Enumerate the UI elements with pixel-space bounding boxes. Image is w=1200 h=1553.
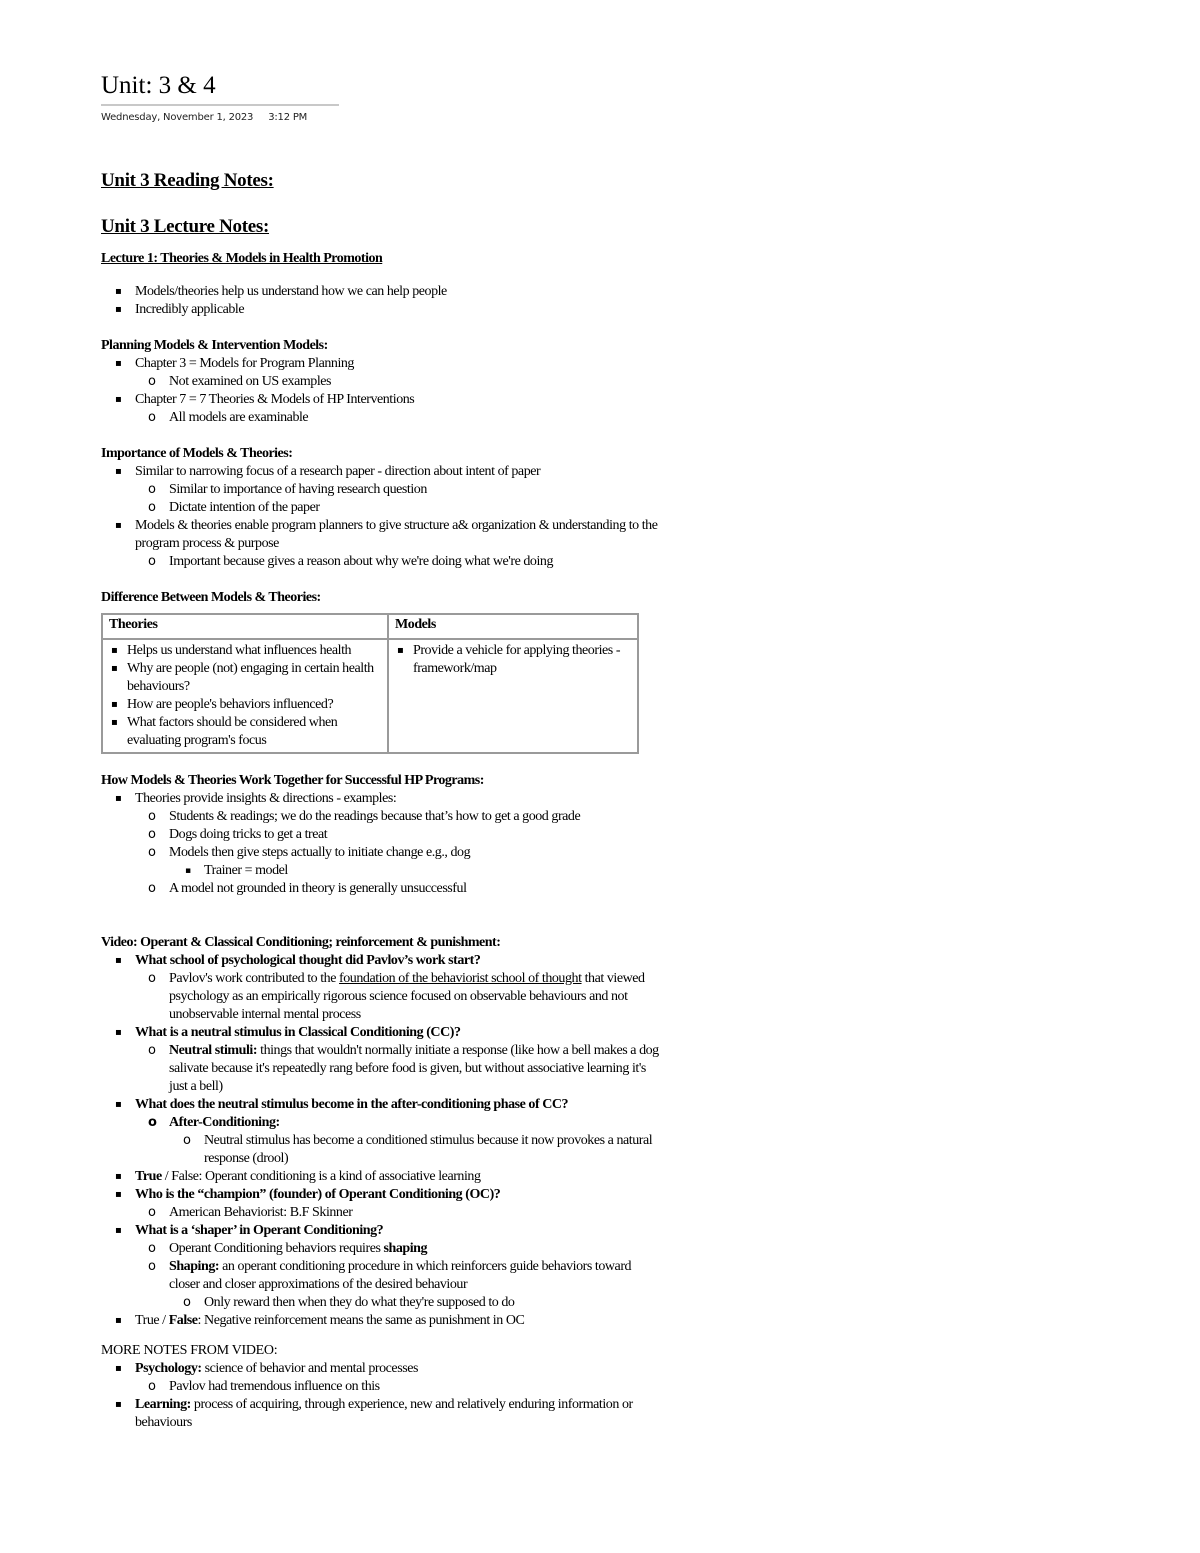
video-answer-q3 — [101, 1114, 661, 1132]
more-notes-heading: MORE NOTES FROM VIDEO: — [101, 1343, 278, 1358]
reading-notes-heading: Unit 3 Reading Notes: — [101, 170, 274, 191]
question-item: ▪ What does the neutral stimulus become in the after-conditioning phase of CC? — [101, 1096, 661, 1114]
planning-heading: Planning Models & Intervention Models: — [101, 338, 328, 353]
video-list-q7 — [101, 1312, 661, 1330]
video-list-q1 — [101, 952, 661, 970]
list-item: ▪ Models/theories help us understand how we can help people — [101, 283, 661, 301]
list-item: ▪ How are people's behaviors influenced? — [109, 696, 381, 714]
table-header-theories: Theories — [102, 614, 388, 639]
answer-text: science of behavior and mental processes — [201, 1361, 418, 1376]
list-item: ▪ Why are people (not) engaging in certain health behaviours? — [109, 660, 381, 696]
list-item: o Pavlov had tremendous influence on this — [101, 1378, 661, 1396]
answer-item: o After-Conditioning: — [101, 1114, 661, 1132]
answer-item: o American Behaviorist: B.F Skinner — [101, 1204, 661, 1222]
list-item: ▪ Incredibly applicable — [101, 301, 661, 319]
answer-item — [101, 970, 661, 1024]
importance-list-2 — [101, 517, 661, 553]
importance-sublist-2 — [101, 553, 661, 571]
answer-text: that viewed psychology as an empirically rigorous science focused on observable behaviours and not unobservable internal mental process — [169, 971, 645, 1022]
answer-term: Psychology: — [135, 1361, 202, 1376]
video-list-q6 — [101, 1222, 661, 1240]
planning-list — [101, 355, 661, 373]
list-item: o Similar to importance of having research question — [101, 481, 661, 499]
title-underline — [101, 104, 339, 106]
table-header-models: Models — [388, 614, 638, 639]
page-date: Wednesday, November 1, 2023 — [101, 112, 254, 123]
models-cell — [388, 639, 638, 753]
answer-item: o Neutral stimulus has become a conditioned stimulus because it now provokes a natural response (drool) — [101, 1132, 661, 1168]
models-theories-table — [101, 613, 639, 754]
importance-heading: Importance of Models & Theories: — [101, 446, 293, 461]
together-sublist-2 — [101, 880, 661, 898]
list-item: o Important because gives a reason about why we're doing what we're doing — [101, 553, 661, 571]
answer-item: o Only reward then when they do what they're supposed to do — [101, 1294, 661, 1312]
lecture-notes-heading: Unit 3 Lecture Notes: — [101, 216, 270, 237]
answer-text: things that wouldn't normally initiate a response (like how a bell makes a dog salivate because it's repeatedly rang before food is given, but without associative learning it's just a bell) — [169, 1043, 659, 1094]
answer-term: True — [135, 1169, 162, 1184]
list-item: o All models are examinable — [101, 409, 661, 427]
together-heading: How Models & Theories Work Together for Successful HP Programs: — [101, 773, 484, 788]
more-sublist — [101, 1378, 661, 1396]
video-answer-q3-sub — [101, 1132, 661, 1168]
answer-text: True / — [135, 1313, 169, 1328]
question-item: ▪ Who is the “champion” (founder) of Operant Conditioning (OC)? — [101, 1186, 661, 1204]
answer-term: shaping — [383, 1241, 428, 1256]
lecture1-heading: Lecture 1: Theories & Models in Health Promotion — [101, 251, 383, 266]
answer-term: Shaping: — [169, 1259, 220, 1274]
planning-sublist-2 — [101, 409, 661, 427]
list-item: ▪ Trainer = model — [101, 862, 661, 880]
video-answer-q5 — [101, 1204, 661, 1222]
list-item: ▪ Chapter 3 = Models for Program Planning — [101, 355, 661, 373]
list-item — [101, 1360, 661, 1378]
question-item: ▪ What is a ‘shaper’ in Operant Conditioning? — [101, 1222, 661, 1240]
list-item: ▪ Models & theories enable program planners to give structure a& organization & understanding to the program process & purpose — [101, 517, 661, 553]
list-item: o Not examined on US examples — [101, 373, 661, 391]
answer-text: Pavlov's work contributed to the — [169, 971, 340, 986]
video-list-q4 — [101, 1168, 661, 1204]
answer-text: an operant conditioning procedure in which reinforcers guide behaviors toward closer and closer approximations of the desired behaviour — [169, 1259, 632, 1292]
list-item: ▪ Helps us understand what influences health — [109, 642, 381, 660]
page-title: Unit: 3 & 4 — [101, 72, 216, 99]
video-answer-q6-sub — [101, 1294, 661, 1312]
answer-item — [101, 1240, 661, 1258]
answer-term: False — [168, 1313, 198, 1328]
question-item: ▪ What is a neutral stimulus in Classical Conditioning (CC)? — [101, 1024, 661, 1042]
answer-term: Learning: — [135, 1397, 191, 1412]
question-item: ▪ What school of psychological thought did Pavlov’s work start? — [101, 952, 661, 970]
answer-term: Neutral stimuli: — [169, 1043, 258, 1058]
list-item: ▪ Theories provide insights & directions - examples: — [101, 790, 661, 808]
importance-sublist — [101, 481, 661, 517]
list-item: o Students & readings; we do the readings because that’s how to get a good grade — [101, 808, 661, 826]
video-list-q2 — [101, 1024, 661, 1042]
planning-sublist — [101, 373, 661, 391]
list-item: ▪ Provide a vehicle for applying theories - framework/map — [395, 642, 631, 678]
list-item: ▪ Chapter 7 = 7 Theories & Models of HP Interventions — [101, 391, 661, 409]
page-time: 3:12 PM — [268, 112, 308, 123]
list-item: o Dictate intention of the paper — [101, 499, 661, 517]
answer-item — [101, 1042, 661, 1096]
video-answer-q6 — [101, 1240, 661, 1294]
difference-heading: Difference Between Models & Theories: — [101, 590, 321, 605]
theories-cell — [102, 639, 388, 753]
video-heading: Video: Operant & Classical Conditioning; reinforcement & punishment: — [101, 935, 501, 950]
list-item: o A model not grounded in theory is generally unsuccessful — [101, 880, 661, 898]
question-item — [101, 1312, 661, 1330]
more-list — [101, 1360, 661, 1378]
answer-text: / False: Operant conditioning is a kind of associative learning — [161, 1169, 481, 1184]
video-answer-q2 — [101, 1042, 661, 1096]
question-item — [101, 1168, 661, 1186]
list-item: o Dogs doing tricks to get a treat — [101, 826, 661, 844]
video-answer-q1 — [101, 970, 661, 1024]
planning-list-2 — [101, 391, 661, 409]
together-subsublist — [101, 862, 661, 880]
more-list-2 — [101, 1396, 661, 1432]
list-item — [101, 1396, 661, 1432]
answer-underlined: foundation of the behaviorist school of thought — [339, 971, 582, 986]
answer-text: process of acquiring, through experience, new and relatively enduring information or behaviours — [135, 1397, 633, 1430]
list-item: ▪ Similar to narrowing focus of a research paper - direction about intent of paper — [101, 463, 661, 481]
answer-text: : Negative reinforcement means the same as punishment in OC — [197, 1313, 525, 1328]
answer-item — [101, 1258, 661, 1294]
list-item: o Models then give steps actually to initiate change e.g., dog — [101, 844, 661, 862]
together-sublist — [101, 808, 661, 862]
video-list-q3 — [101, 1096, 661, 1114]
together-list — [101, 790, 661, 808]
importance-list — [101, 463, 661, 481]
list-item: ▪ What factors should be considered when evaluating program's focus — [109, 714, 381, 750]
intro-list — [101, 283, 661, 319]
answer-text: Operant Conditioning behaviors requires — [169, 1241, 384, 1256]
note-page — [101, 70, 661, 1432]
page-datetime — [101, 112, 661, 123]
